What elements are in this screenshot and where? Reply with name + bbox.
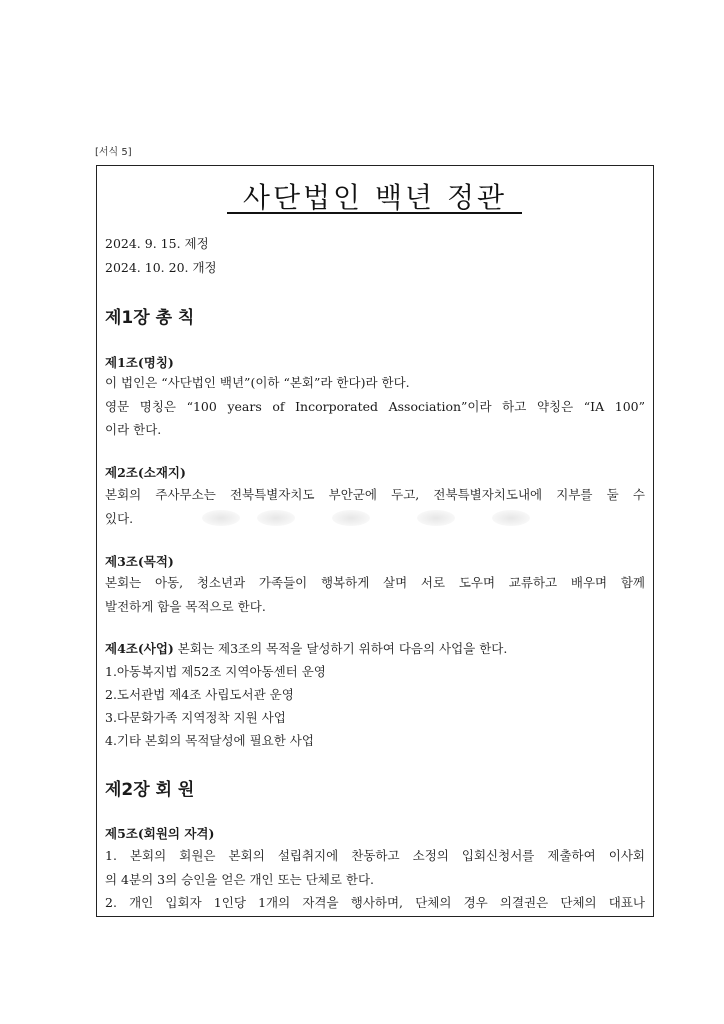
article-5-line: 의 4분의 3의 승인을 얻은 개인 또는 단체로 한다. — [105, 872, 375, 887]
article-2-line: 있다. — [105, 511, 134, 526]
article-1-line: 이라 한다. — [105, 422, 162, 437]
form-label: [서식 5] — [95, 147, 132, 158]
article-3-line: 본회는 아동, 청소년과 가족들이 행복하게 살며 서로 도우며 교류하고 배우며 함께 — [105, 575, 645, 590]
document-title: 사단법인 백년 정관 — [242, 181, 508, 214]
article-1-line: 이 법인은 “사단법인 백년”(이하 “본회”라 한다)라 한다. — [105, 375, 410, 390]
article-5-line: 1. 본회의 회원은 본회의 설립취지에 찬동하고 소정의 입회신청서를 제출하여 이사회 — [105, 848, 645, 863]
article-4-intro: 본회는 제3조의 목적을 달성하기 위하여 다음의 사업을 한다. — [173, 641, 508, 656]
scan-smudge — [332, 510, 370, 526]
chapter-2-heading: 제2장 회 원 — [105, 780, 195, 800]
article-2-line: 본회의 주사무소는 전북특별자치도 부안군에 두고, 전북특별자치도내에 지부를 둘 수 — [105, 487, 645, 502]
title-underline — [227, 212, 522, 214]
article-4-line — [105, 640, 645, 658]
amended-date: 2024. 10. 20. 개정 — [105, 260, 217, 275]
scan-smudge — [202, 510, 240, 526]
article-4-heading: 제4조(사업) — [105, 641, 174, 656]
article-5-heading: 제5조(회원의 자격) — [105, 826, 215, 841]
article-1-line: 영문 명칭은 “100 years of Incorporated Association”이라 하고 약칭은 “IA 100” — [105, 399, 645, 414]
article-4-item: 3.다문화가족 지역정착 지원 사업 — [105, 710, 286, 725]
article-4-item: 1.아동복지법 제52조 지역아동센터 운영 — [105, 664, 326, 679]
article-5-line: 2. 개인 입회자 1인당 1개의 자격을 행사하며, 단체의 경우 의결권은 단체의 대표나 — [105, 895, 645, 910]
article-4-item: 2.도서관법 제4조 사립도서관 운영 — [105, 687, 294, 702]
chapter-1-heading: 제1장 총 칙 — [105, 308, 195, 328]
scan-smudge — [492, 510, 530, 526]
scan-smudge — [257, 510, 295, 526]
article-3-line: 발전하게 함을 목적으로 한다. — [105, 599, 266, 614]
article-3-heading: 제3조(목적) — [105, 554, 174, 569]
document-frame — [96, 165, 654, 917]
scan-smudge — [417, 510, 455, 526]
article-1-heading: 제1조(명칭) — [105, 355, 174, 370]
article-2-heading: 제2조(소재지) — [105, 465, 186, 480]
enacted-date: 2024. 9. 15. 제정 — [105, 236, 209, 251]
article-4-item: 4.기타 본회의 목적달성에 필요한 사업 — [105, 733, 314, 748]
